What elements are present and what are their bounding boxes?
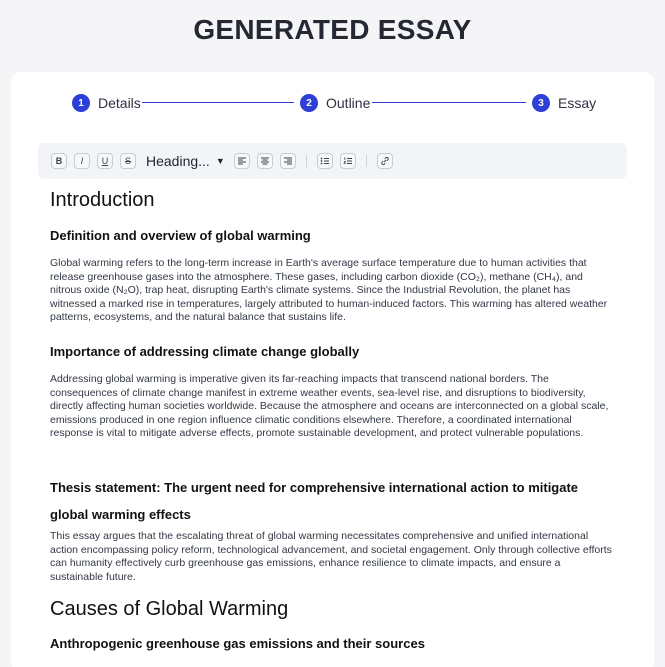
heading-causes: Causes of Global Warming <box>50 598 289 620</box>
toolbar-divider <box>306 155 307 167</box>
align-center-icon <box>260 157 270 165</box>
paragraph-thesis: This essay argues that the escalating threat of global warming necessitates comprehensive and unified international action encompassing policy reform, technological advancement, and societal engagement. Only through collective efforts can humanity effectively curb greenhouse gas emissions, enhance resilience to climate impacts, and ensure a sustainable future. <box>50 530 612 583</box>
align-right-button[interactable] <box>280 153 296 169</box>
ordered-list-icon <box>343 157 353 165</box>
ordered-list-button[interactable] <box>340 153 356 169</box>
bullet-list-button[interactable] <box>317 153 333 169</box>
stepper <box>72 93 597 113</box>
step-details[interactable] <box>72 93 141 113</box>
block-type-value: Heading... <box>146 153 210 169</box>
editor-toolbar <box>38 143 627 179</box>
toolbar-divider <box>366 155 367 167</box>
paragraph-importance: Addressing global warming is imperative given its far-reaching impacts that transcend national borders. The consequences of climate change manifest in extreme weather events, sea-level rise, and disruptions to biodiversity, directly affecting human societies worldwide. Because the atmosphere and oceans are interconnected on a global scale, emissions produced in one region influence climatic conditions elsewhere. Therefore, a coordinated international response is vital to mitigate adverse effects, promote sustainable development, and protect vulnerable populations. <box>50 373 609 440</box>
heading-definition: Definition and overview of global warming <box>50 228 311 243</box>
step-label: Details <box>98 95 141 111</box>
heading-introduction: Introduction <box>50 189 155 211</box>
align-right-icon <box>283 157 293 165</box>
chevron-down-icon: ▼ <box>215 156 225 166</box>
bullet-list-icon <box>320 157 330 165</box>
step-number: 3 <box>532 94 550 112</box>
bold-button[interactable]: B <box>51 153 67 169</box>
align-left-icon <box>237 157 247 165</box>
italic-button[interactable]: I <box>74 153 90 169</box>
underline-button[interactable]: U <box>97 153 113 169</box>
strikethrough-button[interactable]: S <box>120 153 136 169</box>
link-icon <box>380 156 390 166</box>
paragraph-definition: Global warming refers to the long-term increase in Earth's average surface temperature due to human activities that release greenhouse gases into the atmosphere. These gases, including carbon dioxide (CO₂), methane (CH₄), and nitrous oxide (N₂O), trap heat, disrupting Earth's climate systems. Since the Industrial Revolution, the planet has witnessed a marked rise in temperatures, largely attributed to human-induced factors. This warming has altered weather patterns, ecosystems, and the natural balance that sustains life. <box>50 257 608 324</box>
link-button[interactable] <box>377 153 393 169</box>
step-label: Essay <box>558 95 597 111</box>
align-center-button[interactable] <box>257 153 273 169</box>
block-type-select[interactable] <box>146 149 234 173</box>
step-connector <box>142 102 294 103</box>
step-outline[interactable] <box>300 93 370 113</box>
page-title: GENERATED ESSAY <box>193 14 472 45</box>
heading-anthropogenic: Anthropogenic greenhouse gas emissions and their sources <box>50 636 425 651</box>
step-label: Outline <box>326 95 371 111</box>
heading-importance: Importance of addressing climate change globally <box>50 344 360 359</box>
step-connector <box>372 102 526 103</box>
step-number: 2 <box>300 94 318 112</box>
heading-thesis: Thesis statement: The urgent need for comprehensive international action to mitigate global warming effects <box>50 480 579 522</box>
align-left-button[interactable] <box>234 153 250 169</box>
step-essay[interactable] <box>532 93 596 113</box>
step-number: 1 <box>72 94 90 112</box>
